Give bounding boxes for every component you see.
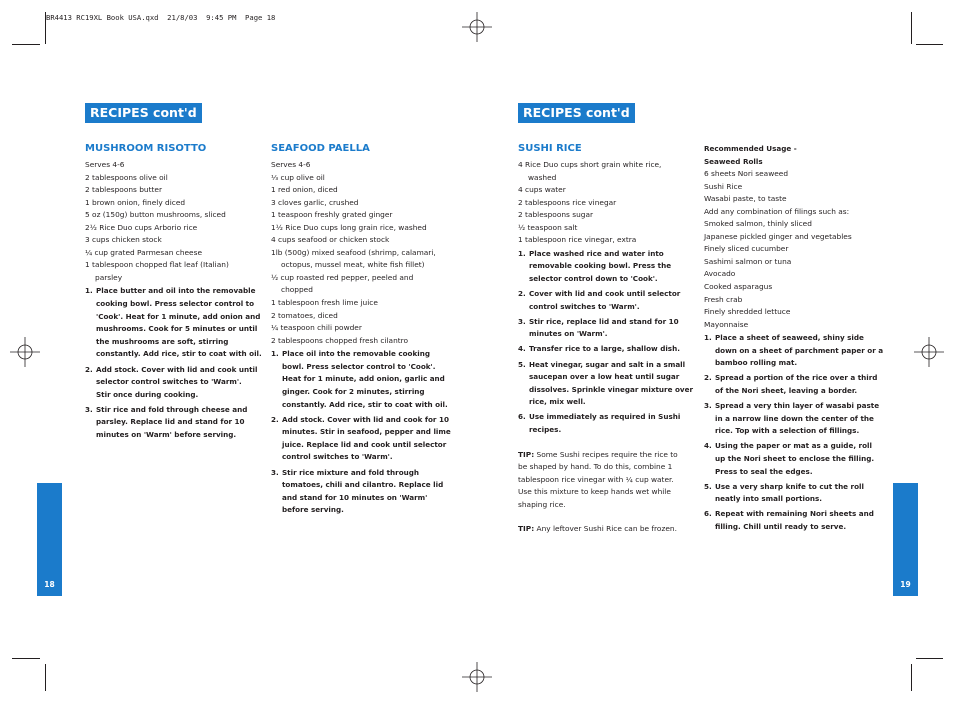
recipe-title: SEAFOOD PAELLA (271, 143, 370, 154)
print-slug: BR4413 RC19XL Book USA.qxd 21/8/03 9:45 PM Page 18 (46, 13, 276, 22)
step-text (715, 440, 879, 478)
ingredient-line: 5 oz (150g) button mushrooms, sliced (85, 210, 226, 220)
page-heading-right: RECIPES cont'd (518, 103, 635, 123)
page-number-right: 19 (900, 580, 911, 589)
registration-mark-icon (462, 662, 492, 692)
step-line: constantly. Add rice, stir to coat with oil. (282, 399, 448, 409)
step-line: tomatoes, chili and cilantro. Replace lid (282, 480, 444, 490)
method-step (704, 440, 879, 478)
step-text (715, 508, 879, 533)
step-text (529, 248, 688, 286)
step-line: saucepan over a low heat until sugar (529, 372, 680, 382)
step-number: 5. (518, 359, 526, 369)
ingredient-list (704, 168, 879, 331)
step-number: 6. (704, 509, 712, 519)
ingredient-line: 2 tomatoes, diced (271, 310, 338, 320)
crop-mark (916, 44, 943, 45)
step-line: Add stock. Cover with lid and cook until (96, 364, 258, 374)
ingredient-line: ¼ teaspoon chili powder (271, 323, 362, 333)
step-line: Transfer rice to a large, shallow dish. (529, 344, 680, 354)
step-text (282, 348, 448, 411)
method-step (85, 364, 258, 402)
method-step (85, 404, 255, 442)
step-line: Heat vinegar, sugar and salt in a small (529, 359, 686, 369)
step-line: Stir rice, replace lid and stand for 10 (529, 316, 679, 326)
tip-text: Any leftover Sushi Rice can be frozen. (534, 524, 677, 534)
step-line: ginger. Cook for 2 minutes, stirring (282, 386, 425, 396)
ingredient-line: Serves 4-6 (85, 160, 125, 169)
step-text (529, 359, 693, 409)
step-text (715, 400, 879, 438)
step-text (282, 467, 446, 517)
method-step (518, 316, 688, 341)
method-steps (271, 348, 451, 517)
ingredient-line: Finely shredded lettuce (704, 307, 791, 317)
step-number: 1. (704, 333, 712, 343)
step-number: 2. (271, 414, 279, 424)
step-number: 1. (85, 286, 93, 296)
ingredient-line: 1 red onion, diced (271, 185, 338, 195)
ingredient-line: Add any combination of filings such as: (704, 206, 850, 216)
registration-mark-icon (914, 337, 944, 367)
step-text (529, 343, 688, 356)
ingredient-line: 1 tablespoon rice vinegar, extra (518, 235, 637, 245)
ingredient-line: 4 cups water (518, 185, 566, 195)
ingredient-line: 2½ Rice Duo cups Arborio rice (85, 222, 198, 232)
ingredient-line: Finely sliced cucumber (704, 244, 789, 254)
ingredient-line: octopus, mussel meat, white fish fillet) (281, 260, 425, 270)
crop-mark (12, 44, 40, 45)
method-step (518, 288, 688, 313)
method-step (85, 285, 262, 361)
ingredient-line: 4 cups seafood or chicken stock (271, 235, 390, 245)
ingredient-line: 1 teaspoon freshly grated ginger (271, 210, 393, 220)
ingredient-line: ½ teaspoon salt (518, 222, 578, 232)
recipe-title: MUSHROOM RISOTTO (85, 143, 207, 154)
step-number: 4. (518, 344, 526, 354)
method-step (271, 348, 446, 411)
crop-mark (12, 658, 40, 659)
ingredient-line: Mayonnaise (704, 319, 749, 329)
tip-line (518, 449, 688, 462)
page-heading-left: RECIPES cont'd (85, 103, 202, 123)
crop-mark (45, 12, 46, 44)
step-line: Press to seal the edges. (715, 466, 813, 476)
ingredient-line: 3 cups chicken stock (85, 235, 162, 245)
ingredient-line: parsley (95, 272, 123, 282)
step-line: bamboo rolling mat. (715, 358, 798, 368)
step-line: control switches to 'Warm'. (529, 301, 640, 311)
step-line: rice, mix well. (529, 397, 586, 407)
step-text (715, 372, 879, 397)
registration-mark-icon (10, 337, 40, 367)
recipe-seaweed-rolls (704, 143, 884, 536)
ingredient-line: Sashimi salmon or tuna (704, 256, 792, 266)
step-line: dissolves. Sprinkle vinegar mixture over (529, 384, 693, 394)
ingredient-line: Wasabi paste, to taste (704, 194, 787, 204)
method-steps (85, 285, 262, 441)
ingredient-line: 1½ Rice Duo cups long grain rice, washed (271, 222, 427, 232)
step-number: 3. (271, 467, 279, 477)
step-number: 1. (518, 248, 526, 258)
step-line: minutes on 'Warm'. (529, 329, 608, 339)
method-steps (704, 332, 884, 533)
step-line: Stir once during cooking. (96, 389, 199, 399)
ingredient-line: Serves 4-6 (271, 160, 311, 169)
method-step (518, 411, 688, 436)
step-line: mushrooms. Cook for 5 minutes or until (96, 324, 258, 334)
ingredient-line: 1 tablespoon fresh lime juice (271, 298, 378, 308)
usage-title: Recommended Usage - (704, 144, 797, 153)
step-number: 3. (85, 404, 93, 414)
method-step (704, 400, 879, 438)
step-line: Use a very sharp knife to cut the roll (715, 481, 864, 491)
tip-line: be shaped by hand. To do this, combine 1 (518, 462, 673, 472)
step-number: 5. (704, 481, 712, 491)
ingredient-line: chopped (281, 285, 313, 295)
step-text (529, 316, 688, 341)
ingredient-line: 2 tablespoons chopped fresh cilantro (271, 335, 409, 345)
step-line: Place a sheet of seaweed, shiny side (715, 333, 864, 343)
step-line: before serving. (282, 505, 344, 515)
tip-line: Use this mixture to keep hands wet while (518, 487, 671, 497)
ingredient-line: 6 sheets Nori seaweed (704, 169, 789, 179)
step-text (96, 285, 262, 361)
step-text (282, 414, 451, 464)
step-line: down on a sheet of parchment paper or a (715, 345, 884, 355)
recipe-mushroom-risotto (85, 143, 262, 444)
step-line: filling. Chill until ready to serve. (715, 522, 847, 532)
recipe-seafood-paella (271, 143, 451, 519)
step-number: 3. (518, 316, 526, 326)
ingredient-line: Sushi Rice (704, 181, 743, 191)
method-steps (518, 248, 693, 437)
ingredient-line: Fresh crab (704, 294, 743, 304)
tip-line: tablespoon rice vinegar with ¼ cup water. (518, 474, 674, 484)
method-step (704, 372, 879, 397)
method-step (704, 508, 879, 533)
ingredient-line: 1lb (500g) mixed seafood (shrimp, calamari, (271, 247, 436, 257)
ingredient-line: 2 tablespoons rice vinegar (518, 197, 617, 207)
step-line: Heat for 1 minute, add onion, garlic and (282, 374, 445, 384)
step-number: 1. (271, 349, 279, 359)
step-line: Cover with lid and cook until selector (529, 289, 681, 299)
step-line: Add stock. Cover with lid and cook for 10 (282, 414, 449, 424)
step-number: 6. (518, 412, 526, 422)
ingredient-line: 2 tablespoons sugar (518, 210, 594, 220)
ingredient-line: Avocado (704, 269, 736, 279)
ingredient-list (271, 159, 446, 347)
step-line: Place butter and oil into the removable (96, 286, 256, 296)
method-step (518, 343, 688, 356)
method-step (271, 414, 451, 464)
method-step (704, 481, 879, 506)
ingredient-line: 3 cloves garlic, crushed (271, 197, 359, 207)
step-line: Spread a very thin layer of wasabi paste (715, 401, 880, 411)
ingredient-line: Japanese pickled ginger and vegetables (704, 231, 852, 241)
step-line: neatly into small portions. (715, 494, 823, 504)
step-line: selector control switches to 'Warm'. (96, 377, 242, 387)
ingredient-list (518, 159, 688, 247)
method-step (518, 248, 688, 286)
crop-mark (911, 12, 912, 44)
step-line: constantly. Add rice, stir to coat with oil. (96, 349, 262, 359)
step-line: Using the paper or mat as a guide, roll (715, 441, 872, 451)
step-line: Use immediately as required in Sushi (529, 412, 681, 422)
step-line: of the Nori sheet, leaving a border. (715, 386, 858, 396)
step-line: juice. Replace lid and cook until selector (282, 439, 447, 449)
step-line: Spread a portion of the rice over a third (715, 373, 878, 383)
step-line: Stir rice and fold through cheese and (96, 404, 248, 414)
step-line: minutes. Stir in seafood, pepper and lime (282, 427, 451, 437)
step-text (529, 288, 688, 313)
step-number: 4. (704, 441, 712, 451)
step-line: in a narrow line down the center of the (715, 413, 874, 423)
step-line: control switches to 'Warm'. (282, 452, 393, 462)
usage-subtitle: Seaweed Rolls (704, 156, 763, 166)
tip-text: Some Sushi recipes require the rice to (534, 449, 678, 459)
step-line: selector control down to 'Cook'. (529, 274, 658, 284)
ingredient-line: ⅓ cup olive oil (271, 172, 325, 182)
step-line: the mushrooms are soft, stirring (96, 336, 229, 346)
step-number: 3. (704, 401, 712, 411)
ingredient-line: Smoked salmon, thinly sliced (704, 219, 812, 229)
step-number: 2. (518, 289, 526, 299)
recipe-sushi-rice (518, 143, 693, 536)
ingredient-line: ¼ cup grated Parmesan cheese (85, 247, 203, 257)
step-line: removable cooking bowl. Press the (529, 261, 672, 271)
crop-mark (916, 658, 943, 659)
crop-mark (45, 664, 46, 691)
step-line: Place washed rice and water into (529, 248, 664, 258)
step-number: 2. (704, 373, 712, 383)
step-line: parsley. Replace lid and stand for 10 (96, 417, 245, 427)
page-number-left: 18 (44, 580, 55, 589)
ingredient-line: 4 Rice Duo cups short grain white rice, (518, 160, 662, 169)
tip-label: TIP: (518, 449, 535, 459)
method-step (704, 332, 884, 370)
tip-note (518, 449, 688, 512)
step-line: and stand for 10 minutes on 'Warm' (282, 492, 428, 502)
step-number: 2. (85, 364, 93, 374)
tip-line: shaping rice. (518, 499, 566, 509)
step-line: minutes on 'Warm' before serving. (96, 430, 237, 439)
ingredient-line: 1 brown onion, finely diced (85, 197, 186, 207)
step-text (715, 332, 883, 370)
method-step (518, 359, 693, 409)
step-line: up the Nori sheet to enclose the filling. (715, 454, 875, 464)
step-text (96, 404, 255, 442)
step-text (96, 364, 257, 402)
recipe-title: SUSHI RICE (518, 143, 582, 154)
step-text (529, 411, 688, 436)
registration-mark-icon (462, 12, 492, 42)
crop-mark (911, 664, 912, 691)
step-line: Stir rice mixture and fold through (282, 467, 420, 477)
step-line: recipes. (529, 425, 562, 435)
tip-label: TIP: (518, 524, 535, 534)
ingredient-line: Cooked asparagus (704, 282, 773, 292)
ingredient-line: 1 tablespoon chopped flat leaf (Italian) (85, 260, 229, 270)
ingredient-line: ½ cup roasted red pepper, peeled and (271, 272, 414, 282)
ingredient-line: 2 tablespoons butter (85, 185, 162, 195)
step-text (715, 481, 879, 506)
step-line: rice. Top with a selection of fillings. (715, 426, 860, 436)
step-line: bowl. Press selector control to 'Cook'. (282, 361, 436, 371)
step-line: 'Cook'. Heat for 1 minute, add onion and (96, 311, 261, 321)
ingredient-list (85, 159, 255, 284)
tip-note (518, 523, 688, 536)
step-line: Repeat with remaining Nori sheets and (715, 509, 874, 519)
step-line: cooking bowl. Press selector control to (96, 299, 255, 309)
tip-line (518, 523, 688, 536)
step-line: Place oil into the removable cooking (282, 349, 430, 359)
ingredient-line: washed (528, 172, 557, 182)
method-step (271, 467, 446, 517)
ingredient-line: 2 tablespoons olive oil (85, 172, 168, 182)
